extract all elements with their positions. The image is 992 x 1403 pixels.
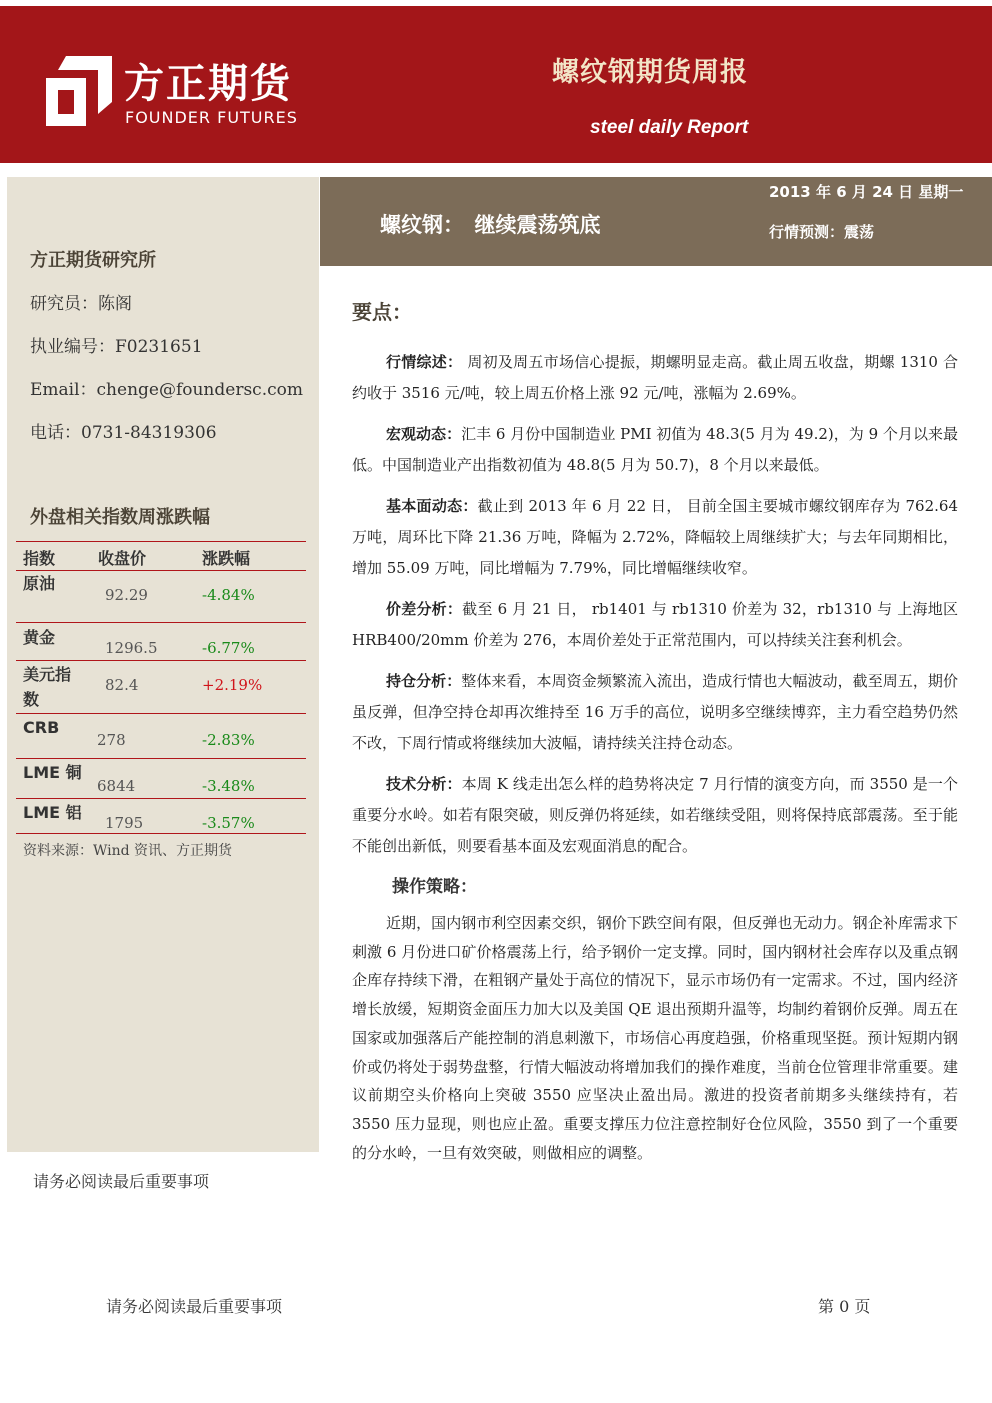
section-market-summary — [352, 347, 958, 409]
section-label: 宏观动态： — [386, 425, 462, 443]
index-change: -4.84% — [202, 586, 255, 604]
index-change: -3.48% — [202, 777, 255, 795]
topic-title: 螺纹钢： 继续震荡筑底 — [380, 213, 601, 237]
report-title: 螺纹钢期货周报 — [552, 57, 748, 88]
section-technical — [352, 769, 958, 862]
analyst-name: 研究员：陈阁 — [30, 294, 132, 314]
table-row — [16, 759, 306, 799]
brand-name-en: FOUNDER FUTURES — [125, 108, 298, 127]
table-row — [16, 623, 306, 661]
section-text: 本周 K 线走出怎么样的趋势将决定 7 月行情的演变方向，而 3550 是一个重要分水岭。如若有限突破，则反弹仍将延续，如若继续受阻，则将保持底部震荡。至于能不能创出新低，则要看基本面及宏观面消息的配合。 — [352, 775, 958, 855]
section-text: 截至 6 月 21 日， rb1401 与 rb1310 价差为 32，rb1310 与 上海地区 HRB400/20mm 价差为 276，本周价差处于正常范围内，可以持续关注套利机会。 — [352, 600, 958, 649]
report-date: 2013 年 6 月 24 日 星期一 — [769, 183, 964, 201]
header-index: 指数 — [23, 549, 56, 568]
section-label: 基本面动态： — [386, 497, 478, 515]
index-table-title: 外盘相关指数周涨跌幅 — [30, 507, 210, 528]
license-number: 执业编号：F0231651 — [30, 337, 203, 357]
index-name: CRB — [23, 718, 60, 737]
strategy-heading: 操作策略： — [392, 877, 477, 897]
sidebar-disclaimer-note: 请务必阅读最后重要事项 — [33, 1172, 210, 1191]
section-fundamentals — [352, 491, 958, 584]
strategy-text: 近期，国内钢市利空因素交织，钢价下跌空间有限，但反弹也无动力。钢企补库需求下刺激 6 月份进口矿价格震荡上行，给予钢价一定支撑。同时，国内钢材社会库存以及重点钢企库存持续下滑，在粗钢产量处于高位的情况下，显示市场仍有一定需求。不过，国内经济增长放缓，短期资金面压力加大以及美国 QE 退出预期升温等，均制约着钢价反弹。周五在国家或加强落后产能控制的消息刺激下，市场信心再度趋强，价格重现坚挺。预计短期内钢价或仍将处于弱势盘整，行情大幅波动将增加我们的操作难度，当前仓位管理非常重要。建议前期空头价格向上突破 3550 应坚决止盈出局。激进的投资者前期多头继续持有，若 3550 压力显现，则也应止盈。重要支撑压力位注意控制好仓位风险，3550 到了一个重要的分水岭，一旦有效突破，则做相应的调整。 — [352, 914, 958, 1162]
section-text: 周初及周五市场信心提振，期螺明显走高。截止周五收盘，期螺 1310 合约收于 3516 元/吨，较上周五价格上涨 92 元/吨，涨幅为 2.69%。 — [352, 353, 958, 402]
table-row — [16, 571, 306, 623]
founder-logo-icon — [46, 56, 112, 126]
index-close: 278 — [97, 731, 126, 749]
section-positions — [352, 666, 958, 759]
index-name: LME 铜 — [23, 763, 82, 782]
section-text: 截止到 2013 年 6 月 22 日， 目前全国主要城市螺纹钢库存为 762.64 万吨，周环比下降 21.36 万吨，降幅为 2.72%，降幅较上周继续扩大；与去年同期相比，增加 55.09 万吨，同比增幅为 7.79%，同比增幅继续收窄。 — [352, 497, 958, 577]
email-text: Email：chenge@foundersc.com — [30, 380, 303, 400]
footer-disclaimer-note: 请务必阅读最后重要事项 — [106, 1297, 283, 1316]
index-change: -3.57% — [202, 814, 255, 832]
section-label: 价差分析： — [386, 600, 463, 618]
header-close: 收盘价 — [98, 549, 147, 568]
key-points-heading: 要点： — [352, 300, 412, 324]
index-close: 82.4 — [105, 676, 139, 694]
index-change: +2.19% — [202, 676, 263, 694]
institute-name: 方正期货研究所 — [30, 250, 156, 271]
section-label: 行情综述： — [386, 353, 463, 371]
page-number: 第 0 页 — [818, 1297, 871, 1316]
section-text: 整体来看，本周资金频繁流入流出，造成行情也大幅波动，截至周五，期价虽反弹，但净空持仓却再次维持至 16 万手的高位，说明多空继续博弈，主力看空趋势仍然不改，下周行情或将继续加大波幅，请持续关注持仓动态。 — [352, 672, 958, 752]
data-source: 资料来源：Wind 资讯、方正期货 — [23, 843, 233, 859]
table-row — [16, 661, 306, 714]
table-row — [16, 799, 306, 834]
index-close: 1795 — [105, 814, 144, 832]
main-content — [352, 296, 958, 1167]
index-table — [16, 541, 306, 834]
section-label: 技术分析： — [386, 775, 462, 793]
header-change: 涨跌幅 — [202, 549, 251, 568]
index-name: 美元指数 — [23, 665, 72, 709]
table-row — [16, 714, 306, 759]
index-change: -6.77% — [202, 639, 255, 657]
report-header — [0, 6, 992, 163]
section-macro — [352, 419, 958, 481]
section-label: 持仓分析： — [386, 672, 462, 690]
index-name: 黄金 — [23, 628, 56, 647]
index-close: 92.29 — [105, 586, 148, 604]
index-name: 原油 — [23, 574, 56, 593]
index-change: -2.83% — [202, 731, 255, 749]
phone-text: 电话：0731-84319306 — [30, 423, 217, 443]
brand-name-cn: 方正期货 — [124, 61, 292, 107]
index-name: LME 铝 — [23, 803, 82, 822]
index-close: 6844 — [97, 777, 136, 795]
index-table-header — [16, 541, 306, 571]
index-close: 1296.5 — [105, 639, 158, 657]
report-subtitle: steel daily Report — [590, 117, 749, 138]
topic-bar — [320, 177, 992, 266]
section-text: 汇丰 6 月份中国制造业 PMI 初值为 48.3(5 月为 49.2)，为 9 个月以来最低。中国制造业产出指数初值为 48.8(5 月为 50.7)，8 个月以来最低。 — [352, 425, 958, 474]
market-forecast: 行情预测：震荡 — [769, 223, 875, 241]
section-spread — [352, 594, 958, 656]
